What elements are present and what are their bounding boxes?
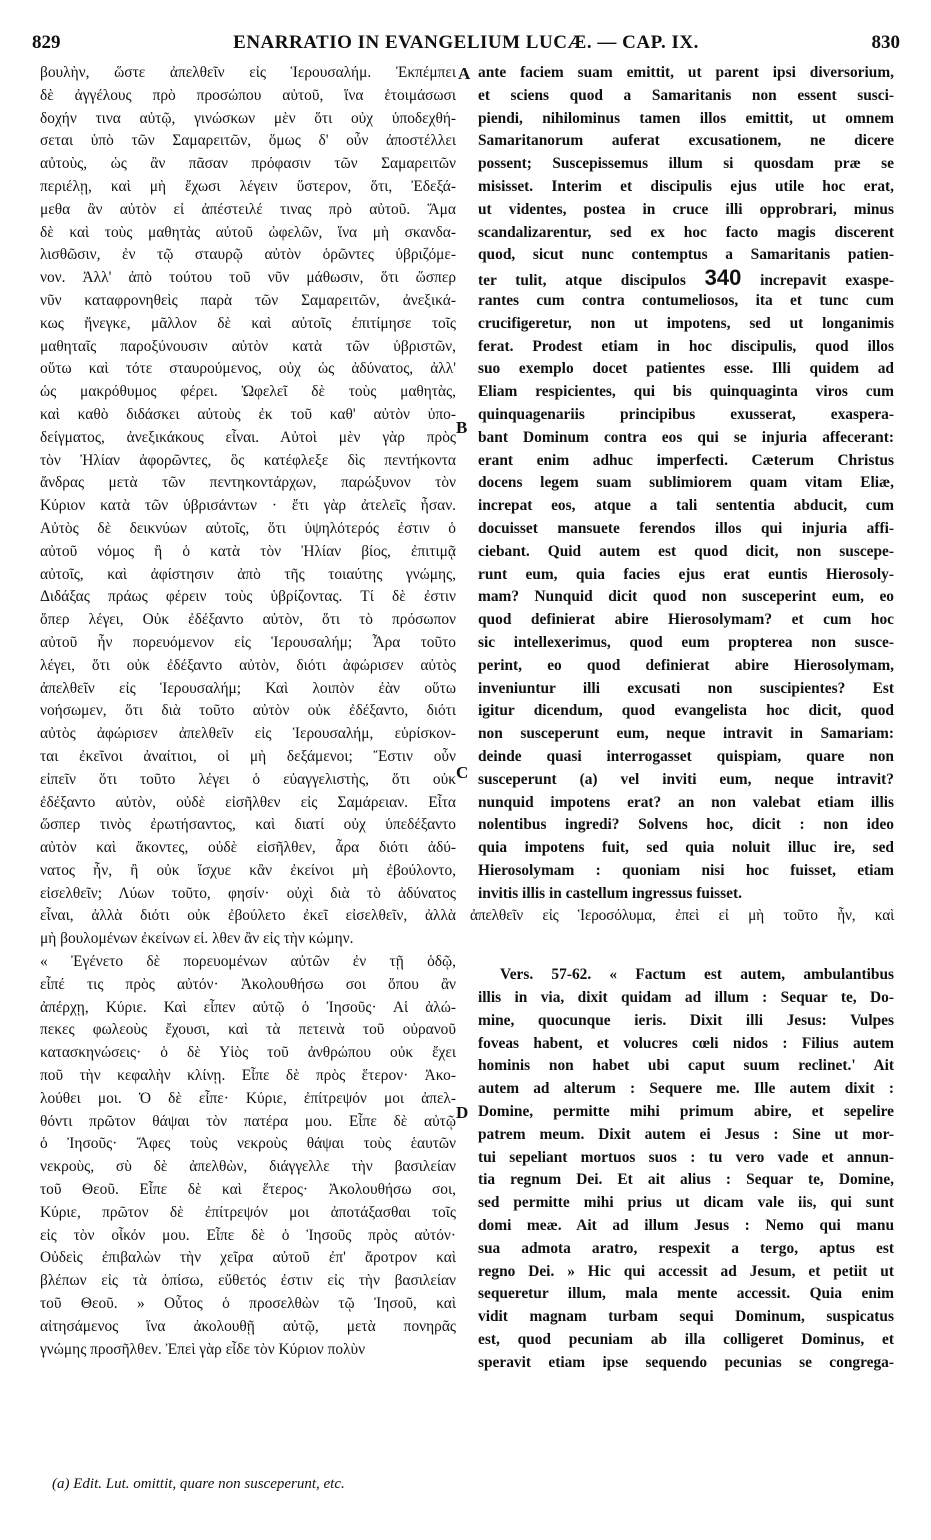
greek-text-line: λέγει, ὅτι οὐκ ἐδέξαντο αὐτὸν, διότι ἀφώρισεν αὐτὸς — [40, 656, 456, 674]
column-number-340: 340 — [704, 265, 742, 291]
greek-text-line: εἰπεῖν ὅτι τοῦτο λέγει ὁ εὐαγγελιστὴς, ὅτι οὐκ — [40, 770, 456, 788]
greek-text-line: νεκροὺς, σὺ δὲ ἀπελθὼν, διάγγελλε τὴν βασιλείαν — [40, 1158, 456, 1176]
greek-text-line: Αὐτὸς δὲ δεικνύων αὐτοῖς, ὅτι ὑψηλότερός ἐστιν ὁ — [40, 519, 456, 537]
latin-text-line: deinde quasi interrogasset quispiam, quare non — [478, 747, 894, 765]
greek-insert-line: ἀπελθεῖν εἰς Ἱεροσόλυμα, ἐπεὶ εἰ μὴ τοῦτο ἦν, καὶ — [470, 907, 894, 925]
greek-text-line: θόντι πρῶτον θάψαι τὸν πατέρα μου. Εἶπε δὲ αὐτῷ — [40, 1112, 456, 1130]
greek-text-line: αὐτὸν καὶ ἄκοντες, οὐδὲ εἰσῆλθεν, ἆρα διότι ἀδύ- — [40, 839, 456, 857]
latin-text-line: nunquid impotens erat? an non valebat etiam illis — [478, 793, 894, 811]
latin-text-line: sequeretur illum, mala mente accessit. Quia enim — [478, 1285, 894, 1303]
greek-text-line: Οὐδεὶς ἐπιβαλὼν τὴν χεῖρα αὐτοῦ ἐπ' ἄροτρον καὶ — [40, 1249, 456, 1267]
greek-text-line: αὐτὸς ἀφώρισεν ἀπελθεῖν εἰς Ἱερουσαλήμ, εὑρίσκον- — [40, 725, 456, 743]
latin-text-line: scandalizarentur, sed ex hoc facto magis discerent — [478, 223, 894, 241]
greek-text-line: αὐτοῦ νόμος ἢ ὁ κατὰ τὸν Ἠλίαν βίος, ἐπιτιμᾷ — [40, 542, 456, 560]
greek-text-line: ἄνδρας μετὰ τῶν πεντηκοντάρχων, παρώξυνον τὸν — [40, 474, 456, 492]
greek-text-line: αὐτοῦ ἦν πορευόμενον εἰς Ἱερουσαλήμ; Ἆρα τοῦτο — [40, 633, 456, 651]
latin-text-line: erant enim adhuc imperfecti. Cæterum Christus — [478, 451, 894, 469]
latin-text-line: invitis illis in castellum ingressus fuisset. — [478, 884, 742, 902]
greek-text-line: τοῦ Θεοῦ. » Οὗτος ὁ προσελθὼν τῷ Ἰησοῦ, καὶ — [40, 1295, 456, 1313]
greek-text-line: τὸν Ἠλίαν ἀφορῶντες, ὃς κατέφλεξε δὶς πεντήκοντα — [40, 451, 456, 469]
latin-text-line: rantes cum contra contumeliosos, ita et tunc cum — [478, 291, 894, 309]
greek-text-line: αὐτοῖς, καὶ ἀφίστησιν ἀπὸ τῆς τοιαύτης γνώμης, — [40, 565, 456, 583]
greek-text-line: σεται ὑπὸ τῶν Σαμαρειτῶν, ὅμως δ' οὖν ἀποστέλλει — [40, 132, 456, 150]
latin-text-line: possent; Suscepissemus illum si quosdam præ se — [478, 155, 894, 173]
latin-text-line: ante faciem suam emittit, ut parent ipsi diversorium, — [478, 64, 894, 81]
latin-text-line: Vers. 57-62. « Factum est autem, ambulantibus — [500, 966, 894, 984]
latin-text-line: foveas habent, et volucres cœli nidos : Filius autem — [478, 1034, 894, 1052]
latin-text-line: igitur dicendum, quod evangelista hoc dicit, quod — [478, 702, 894, 720]
latin-text-line: est, quod pecuniam ab illa colligeret Dominus, et — [478, 1331, 894, 1349]
latin-text-line: ferat. Prodest etiam in hoc discipulis, quod illos — [478, 337, 894, 355]
latin-text-line: ut videntes, postea in cruce illi opprobrari, minus — [478, 200, 894, 218]
greek-text-line: εἰς τὸν οἶκόν μου. Εἶπε δὲ ὁ Ἰησοῦς πρὸς αὐτόν· — [40, 1226, 456, 1244]
greek-text-line: ποῦ τὴν κεφαλὴν κλίνῃ. Εἶπε δὲ πρὸς ἕτερον· Ἀκο- — [40, 1067, 456, 1085]
latin-text-line: piendi, nihilominus tamen illos emittit, ut omnem — [478, 109, 894, 127]
greek-text-line: Κύριον κατὰ τῶν ὑβρισάντων · ἔτι γὰρ ἀτελεῖς ἦσαν. — [40, 497, 456, 515]
greek-text-line: δείγματος, ἀνεξικάκους εἶναι. Αὐτοὶ μὲν γὰρ πρὸς — [40, 428, 456, 446]
latin-text-line: speravit etiam ipse sequendo pecunias se congrega- — [478, 1353, 894, 1371]
greek-text-line: ἐδέξαντο αὐτὸν, οὐδὲ εἰσῆλθεν εἰς Σαμάρειαν. Εἶτα — [40, 793, 456, 811]
latin-text-line: patrem meum. Dixit autem ei Jesus : Sine ut mor- — [478, 1125, 894, 1143]
latin-text-line: docens legem suam sublimiorem quam vitam Eliæ, — [478, 474, 894, 492]
latin-text-line: runt eum, quia facies ejus erat euntis Hierosoly- — [478, 565, 894, 583]
latin-text-line: bant Dominum contra eos qui se injuria affecerant: — [478, 428, 894, 446]
latin-text-line: sed permitte mihi prius ut dicam vale iis, qui sunt — [478, 1194, 894, 1212]
latin-text-line: Domine, permitte mihi primum abire, et sepelire — [478, 1103, 894, 1121]
page-header — [32, 32, 900, 62]
greek-text-line: μεθα ἂν αὐτὸν εἰ ἀπέστειλέ τινας πρὸ αὐτοῦ. Ἅμα — [40, 200, 456, 218]
greek-text-line: νῦν καταφρονηθεὶς παρὰ τῶν Σαμαρειτῶν, ἀνεξικά- — [40, 291, 456, 309]
latin-text-line: autem ad alterum : Sequere me. Ille autem dixit : — [478, 1080, 894, 1098]
latin-text-line: susceperunt (a) vel inviti eum, neque intravit? — [478, 770, 894, 788]
page-number-right: 830 — [871, 32, 900, 53]
greek-text-line: γνώμης προσῆλθεν. Ἐπεὶ γὰρ εἶδε τὸν Κύριον πολὺν — [40, 1340, 366, 1358]
latin-text-line: quod, sicut nunc contemptus a Samaritanis patien- — [478, 246, 894, 264]
latin-text-line: docuisset mansuete ferendos illos qui injuria affi- — [478, 519, 894, 537]
latin-text-segment: ter tulit, atque discipulos — [478, 272, 686, 290]
greek-text-line: οὕτω καὶ τότε σταυρούμενος, οὐχ ὡς ἀδύνατος, ἀλλ' — [40, 360, 456, 378]
latin-text-line: increpat eos, atque a tali sententia abducit, cum — [478, 497, 894, 515]
greek-text-line: ὁ Ἰησοῦς· Ἄφες τοὺς νεκροὺς θάψαι τοὺς ἑαυτῶν — [40, 1135, 456, 1153]
greek-text-line: περιέλῃ, καὶ μὴ ἔχωσι λέγειν ὕστερον, ὅτι, Ἐδεξά- — [40, 177, 456, 195]
latin-text-line: sic intellexerimus, quod eum propterea non susce- — [478, 633, 894, 651]
latin-text-line: hominis non habet ubi caput suum reclinet.' Ait — [478, 1057, 894, 1075]
footnote: (a) Edit. Lut. omittit, quare non susceperunt, etc. — [52, 1476, 345, 1492]
greek-text-line: λούθει μοι. Ὁ δὲ εἶπε· Κύριε, ἐπίτρεψόν μοι ἀπελ- — [40, 1089, 456, 1107]
greek-text-line: αὐτοὺς, ὡς ἂν πᾶσαν πρόφασιν τῶν Σαμαρειτῶν — [40, 155, 456, 173]
greek-text-line: βλέπων εἰς τὰ ὀπίσω, εὔθετός ἐστιν εἰς τὴν βασιλείαν — [40, 1272, 456, 1290]
latin-text-line: tia regnum Dei. Et ait alius : Sequar te, Domine, — [478, 1171, 894, 1189]
greek-text-line: νον. Ἀλλ' ἀπὸ τούτου τοῦ νῦν μάθωσιν, ὅτι ὥσπερ — [40, 269, 456, 287]
latin-text-line: tui sepeliant mortuos suos : tu vero vade et annun- — [478, 1148, 894, 1166]
greek-text-line: κατασκηνώσεις· ὁ δὲ Υἱὸς τοῦ ἀνθρώπου οὐκ ἔχει — [40, 1044, 456, 1062]
greek-text-line: « Ἐγένετο δὲ πορευομένων αὐτῶν ἐν τῇ ὁδῷ, — [40, 953, 456, 971]
greek-text-line: ὅπερ λέγει, Οὐκ ἐδέξαντο αὐτὸν, ὅτι τὸ πρόσωπον — [40, 611, 456, 629]
greek-text-line: δοχήν τινα αὐτῷ, γινώσκων μὲν ὅτι οὐχ ὑποδεχθή- — [40, 109, 456, 127]
page-number-left: 829 — [32, 32, 61, 53]
margin-letter-a: A — [458, 64, 471, 83]
greek-text-line: ὡς μακρόθυμος φέρει. Ὠφελεῖ δὲ τοὺς μαθητὰς, — [40, 383, 456, 401]
latin-text-line: quia impotens fuit, sed quia noluit illuc ire, sed — [478, 839, 894, 857]
greek-column — [40, 62, 456, 1361]
margin-letter-d: D — [456, 1103, 469, 1122]
greek-text-line: μὴ βουλομένων ἐκείνων εἰ. λθεν ἂν εἰς τὴν κώμην. — [40, 930, 354, 948]
latin-text-line: vidit magnam turbam sequi Dominum, suspicatus — [478, 1308, 894, 1326]
greek-text-line: ὥσπερ τινὸς ἐρωτήσαντος, καὶ διατί οὐχ ὑπεδέξαντο — [40, 816, 456, 834]
greek-text-line: Διδάξας πράως φέρειν τοὺς ὑβρίζοντας. Τί δὲ ἐστιν — [40, 588, 456, 606]
latin-text-line: et sciens quod a Samaritanis non essent susci- — [478, 86, 894, 104]
latin-text-line: illis in via, dixit quidam ad illum : Sequar te, Do- — [478, 989, 894, 1007]
latin-text-line: regno Dei. » Hic qui accessit ad Jesum, et petiit ut — [478, 1262, 894, 1280]
latin-text-line: non susceperunt eum, neque intravit in Samariam: — [478, 725, 894, 743]
greek-text-line: ἀπελθεῖν εἰς Ἱερουσαλήμ; Καὶ λοιπὸν ἐὰν οὕτω — [40, 679, 456, 697]
latin-text-line: Eliam respicientes, qui bis quinquaginta viros cum — [478, 383, 894, 401]
greek-text-line: κως ἤνεγκε, μᾶλλον δὲ καὶ αὐτοῖς ἐπιτίμησε τοῖς — [40, 314, 456, 332]
latin-text-line: quinquagenariis principibus exusserat, exaspera- — [478, 405, 894, 423]
latin-text-line: sua admota aratro, respexit a tergo, aptus est — [478, 1239, 894, 1257]
greek-text-line: λισθῶσιν, ἐν τῷ σταυρῷ αὐτὸν ὁρῶντες ὑβριζόμε- — [40, 246, 456, 264]
latin-text-line: inveniuntur illi excusati non suscipientes? Est — [478, 679, 894, 697]
latin-text-line: Hierosolymam : quoniam nisi hoc fuisset, etiam — [478, 861, 894, 879]
latin-text-line: crucifigeretur, non ut impotens, sed ut longanimis — [478, 314, 894, 332]
greek-text-line: πεκες φωλεοὺς ἔχουσι, καὶ τὰ πετεινὰ τοῦ οὐρανοῦ — [40, 1021, 456, 1039]
latin-text-line: misisset. Interim et discipulis ejus utile hoc erat, — [478, 177, 894, 195]
latin-text-line: Samaritanorum auferat excusationem, ne dicere — [478, 132, 894, 150]
latin-text-line: mam? Nunquid dicit quod non susceperint eum, eo — [478, 588, 894, 606]
latin-text-line: perint, eo quod definierat abire Hierosolymam, — [478, 656, 894, 674]
latin-text-line: mine, quocunque ieris. Dixit illi Jesus: Vulpes — [478, 1011, 894, 1029]
latin-text-line: nolentibus ingredi? Solvens hoc, dicit : non ideo — [478, 816, 894, 834]
greek-text-line: δὲ ἀγγέλους πρὸ προσώπου αὐτοῦ, ἵνα ἑτοιμάσωσι — [40, 86, 456, 104]
greek-text-line: εἰσελθεῖν; Λύων τοῦτο, φησίν· οὐχὶ διὰ τὸ ἀδύνατος — [40, 884, 456, 902]
greek-text-line: καὶ καθὸ διδάσκει αὐτοὺς ἐκ τοῦ καθ' αὐτὸν ὑπο- — [40, 405, 456, 423]
greek-text-line: νατος ἦν, ἢ οὐκ ἴσχυε κἂν ἐκείνοι μὴ ἐβούλοντο, — [40, 861, 456, 879]
latin-text-line-340 — [478, 267, 894, 290]
running-title: ENARRATIO IN EVANGELIUM LUCÆ. — CAP. IX. — [233, 32, 699, 53]
greek-text-line: νοήσωμεν, ὅτι διὰ τοῦτο αὐτὸν οὐκ ἐδέξαντο, διότι — [40, 702, 456, 720]
greek-text-line: τοῦ Θεοῦ. Εἶπε δὲ καὶ ἕτερος· Ἀκολουθήσω σοι, — [40, 1181, 456, 1199]
greek-text-line: δὲ καὶ τοὺς μαθητὰς αὐτοῦ ὠφελῶν, ἵνα μὴ σκανδα- — [40, 223, 456, 241]
latin-text-line: domi meæ. Ait ad illum Jesus : Nemo qui manu — [478, 1217, 894, 1235]
latin-text-segment: increpavit exaspe- — [760, 272, 894, 290]
greek-text-line: ἀπέρχῃ, Κύριε. Καὶ εἶπεν αὐτῷ ὁ Ἰησοῦς· Αἱ ἀλώ- — [40, 998, 456, 1016]
latin-column — [470, 62, 894, 1375]
greek-text-line: ται ἐκεῖνοι ἀναίτιοι, οἱ μὴ δεξάμενοι; Ἔστιν οὖν — [40, 747, 456, 765]
margin-letter-c: C — [456, 763, 469, 782]
latin-text-line: quod definierat abire Hierosolymam? et cum hoc — [478, 611, 894, 629]
greek-text-line: μαθηταῖς παροξύνουσιν αὐτὸν κατὰ τῶν ὑβριστῶν, — [40, 337, 456, 355]
margin-letter-b: B — [456, 418, 468, 437]
greek-text-line: εἶπέ τις πρὸς αὐτόν· Ἀκολουθήσω σοι ὅπου ἂν — [40, 975, 456, 993]
greek-text-line: αἰτησάμενος ἵνα ἀκολουθῇ αὐτῷ, μετὰ πονηρᾶς — [40, 1317, 456, 1335]
latin-text-line: suo exemplo docet patientes esse. Illi quidem ad — [478, 360, 894, 378]
greek-text-line: εἶναι, ἀλλὰ διότι οὐκ ἐβούλετο ἐκεῖ εἰσελθεῖν, ἀλλὰ — [40, 907, 456, 925]
latin-text-line: ciebant. Quid autem est quod dicit, non suscepe- — [478, 542, 894, 560]
greek-text-line: βουλὴν, ὥστε ἀπελθεῖν εἰς Ἱερουσαλήμ. Ἐκπέμπει — [40, 64, 456, 81]
greek-text-line: Κύριε, πρῶτον δὲ ἐπίτρεψόν μοι ἀποτάξασθαι τοῖς — [40, 1203, 456, 1221]
section-spacer — [478, 928, 894, 964]
